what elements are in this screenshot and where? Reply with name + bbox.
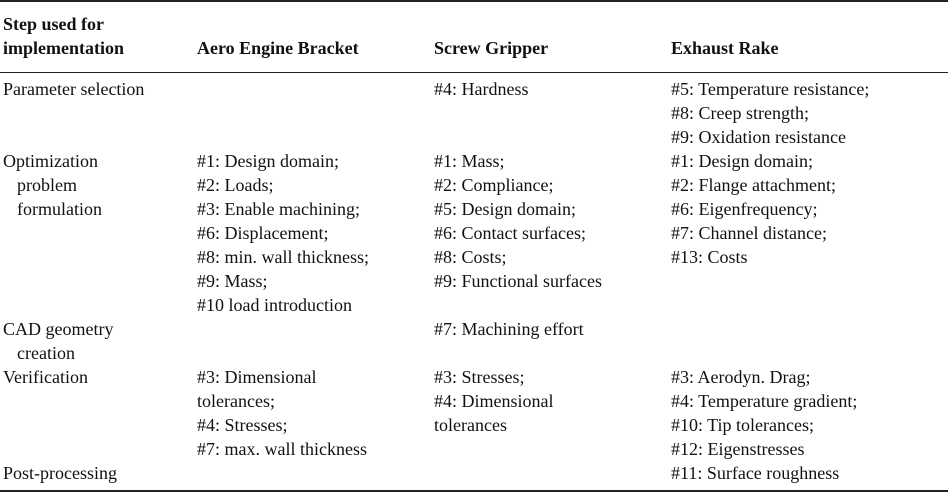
cell-line: #5: Temperature resistance; <box>671 79 870 99</box>
cell-line: #11: Surface roughness <box>671 463 840 483</box>
cell-aero-engine-bracket <box>197 365 367 461</box>
cell-line: formulation <box>17 199 102 219</box>
cell-screw-gripper <box>434 149 602 293</box>
cell-aero-engine-bracket <box>197 149 369 317</box>
cell-line: #4: Temperature gradient; <box>671 391 858 411</box>
cell-line: Optimization <box>3 151 98 171</box>
cell-line: problem <box>17 175 77 195</box>
cell-line: #7: Machining effort <box>434 319 584 339</box>
cell-line: #13: Costs <box>671 247 748 267</box>
cell-line: #8: Costs; <box>434 247 507 267</box>
header-aero-engine-bracket: Aero Engine Bracket <box>197 38 359 58</box>
header-screw-gripper: Screw Gripper <box>434 38 549 58</box>
cell-exhaust-rake <box>671 365 857 461</box>
cell-line: #9: Oxidation resistance <box>671 127 846 147</box>
header-exhaust-rake: Exhaust Rake <box>671 38 779 58</box>
header-step-line1: Step used for <box>3 14 105 34</box>
cell-line: #4: Stresses; <box>197 415 288 435</box>
cell-line: #7: max. wall thickness <box>197 439 367 459</box>
cell-line: CAD geometry <box>3 319 114 339</box>
cell-step <box>3 317 113 365</box>
cell-line: creation <box>17 343 75 363</box>
cell-line: #2: Compliance; <box>434 175 554 195</box>
cell-line: #4: Hardness <box>434 79 529 99</box>
cell-line: #6: Contact surfaces; <box>434 223 586 243</box>
cell-exhaust-rake <box>671 149 836 269</box>
cell-line: #3: Aerodyn. Drag; <box>671 367 811 387</box>
cell-line: #10: Tip tolerances; <box>671 415 814 435</box>
cell-line: #6: Eigenfrequency; <box>671 199 818 219</box>
cell-line: tolerances <box>434 415 507 435</box>
cell-line: Parameter selection <box>3 79 145 99</box>
header-step <box>3 13 124 61</box>
cell-line: #12: Eigenstresses <box>671 439 805 459</box>
cell-exhaust-rake <box>671 77 869 149</box>
top-rule <box>0 0 948 2</box>
cell-line: Post-processing <box>3 463 117 483</box>
bottom-rule <box>0 490 948 492</box>
cell-line: #3: Stresses; <box>434 367 525 387</box>
cell-step <box>3 365 88 389</box>
cell-line: #1: Design domain; <box>671 151 813 171</box>
cell-line: #2: Flange attachment; <box>671 175 836 195</box>
cell-screw-gripper <box>434 77 528 101</box>
cell-step <box>3 77 144 101</box>
cell-line: #8: Creep strength; <box>671 103 809 123</box>
header-rule <box>0 72 948 73</box>
header-step-line2: implementation <box>3 38 124 58</box>
cell-line: #3: Dimensional <box>197 367 317 387</box>
cell-line: #9: Functional surfaces <box>434 271 602 291</box>
cell-line: #8: min. wall thickness; <box>197 247 369 267</box>
cell-exhaust-rake <box>671 461 839 485</box>
cell-line: #9: Mass; <box>197 271 268 291</box>
cell-line: #10 load introduction <box>197 295 352 315</box>
cell-line: #3: Enable machining; <box>197 199 360 219</box>
cell-line: #1: Mass; <box>434 151 505 171</box>
cell-screw-gripper <box>434 365 554 437</box>
cell-line: tolerances; <box>197 391 275 411</box>
cell-line: #6: Displacement; <box>197 223 329 243</box>
cell-step <box>3 149 102 221</box>
cell-line: #2: Loads; <box>197 175 274 195</box>
cell-line: #7: Channel distance; <box>671 223 827 243</box>
cell-screw-gripper <box>434 317 584 341</box>
cell-line: #5: Design domain; <box>434 199 576 219</box>
cell-step <box>3 461 117 485</box>
cell-line: #1: Design domain; <box>197 151 339 171</box>
cell-line: #4: Dimensional <box>434 391 554 411</box>
cell-line: Verification <box>3 367 88 387</box>
